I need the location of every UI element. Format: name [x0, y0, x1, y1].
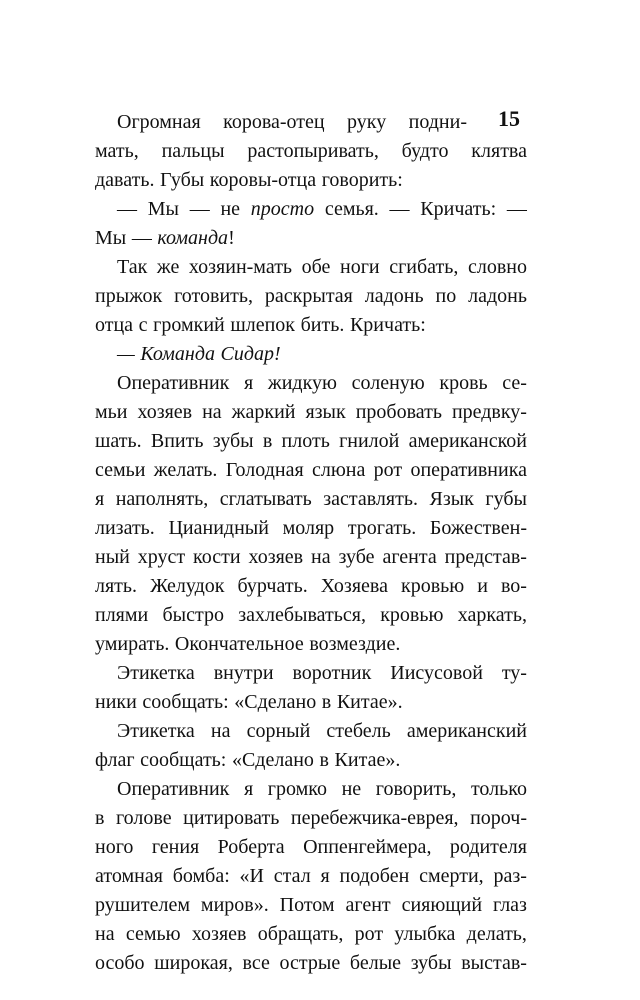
word: на — [202, 401, 222, 423]
text-line — [117, 659, 527, 688]
word: харкать, — [457, 604, 527, 626]
word: коровы-отца — [209, 169, 317, 191]
page-number: 15 — [498, 106, 520, 131]
word: трогать. — [347, 517, 417, 539]
word: словно — [467, 256, 527, 278]
word: гнилой — [339, 430, 400, 452]
word: на — [95, 923, 115, 945]
word: громкий — [153, 314, 225, 336]
word: же — [156, 256, 180, 278]
word: моляр — [282, 517, 335, 539]
word: бурчать. — [237, 575, 308, 597]
word: атомная — [95, 865, 163, 887]
word: жаркий — [231, 401, 296, 423]
text-line — [95, 746, 527, 775]
word: Впить — [150, 430, 204, 452]
word: ники — [95, 691, 137, 713]
word: ладонь — [468, 285, 527, 307]
word: оперативника — [410, 459, 527, 481]
text-line — [95, 514, 527, 543]
word: будто — [401, 140, 449, 162]
body-text — [95, 108, 527, 978]
word: жидкую — [267, 372, 337, 394]
word: Божествен- — [429, 517, 527, 539]
word: флаг — [95, 749, 135, 771]
word: заставлять. — [323, 488, 418, 510]
word: кости — [193, 546, 241, 568]
text-line — [95, 456, 527, 485]
word: пороч- — [470, 807, 527, 829]
word: гения — [151, 836, 200, 858]
word: ноги — [340, 256, 380, 278]
text-line — [117, 108, 467, 137]
word: Желудок — [150, 575, 225, 597]
word: сгибать, — [389, 256, 459, 278]
text-line — [95, 572, 527, 601]
word: ный — [95, 546, 130, 568]
word: Кричать: — [420, 198, 497, 220]
word: семью — [125, 923, 181, 945]
word: Так — [117, 256, 148, 278]
word: в — [95, 807, 105, 829]
word: губы — [485, 488, 527, 510]
word: прыжок — [95, 285, 163, 307]
text-line — [95, 282, 527, 311]
word: семьи — [95, 459, 146, 481]
word: в — [321, 691, 332, 713]
word: обращать, — [257, 923, 344, 945]
word: лять. — [95, 575, 138, 597]
word: глаз — [493, 894, 527, 916]
text-line — [95, 427, 527, 456]
word: с — [138, 314, 148, 336]
word: руку — [347, 111, 387, 133]
word: возмездие. — [309, 633, 401, 655]
word: я — [95, 488, 105, 510]
word: желать. — [153, 459, 218, 481]
word: зубы — [410, 952, 452, 974]
word: бомба: — [172, 865, 230, 887]
word: пальцы — [161, 140, 225, 162]
word: все — [242, 952, 270, 974]
word: мьи — [95, 401, 128, 423]
word: во- — [501, 575, 527, 597]
word: на — [311, 546, 331, 568]
word: рот — [373, 459, 403, 481]
word: готовить, — [174, 285, 254, 307]
word: се- — [502, 372, 527, 394]
word: белые — [349, 952, 402, 974]
word: Голодная — [225, 459, 304, 481]
word: Китае». — [334, 749, 401, 771]
word: миров». — [200, 894, 269, 916]
word: сияющий — [401, 894, 483, 916]
word: просто — [250, 198, 315, 220]
word: рушителем — [95, 894, 190, 916]
text-line — [95, 949, 527, 978]
word: громко — [267, 778, 327, 800]
word: Иисусовой — [390, 662, 483, 684]
word: захлебываться, — [238, 604, 366, 626]
word: американской — [408, 430, 527, 452]
word: хозяин-мать — [188, 256, 293, 278]
word: Оперативник — [117, 372, 230, 394]
text-line — [117, 775, 527, 804]
word: зубе — [338, 546, 375, 568]
word: семья. — [324, 198, 379, 220]
word: пробовать — [355, 401, 442, 423]
word: Команда — [140, 343, 215, 365]
text-line — [95, 166, 527, 195]
text-line — [95, 398, 527, 427]
word: в — [262, 430, 273, 452]
word: язык — [305, 401, 346, 423]
word: представ- — [444, 546, 527, 568]
text-line — [95, 862, 527, 891]
word: предвку- — [451, 401, 527, 423]
word: на — [210, 720, 231, 742]
text-line — [95, 920, 527, 949]
word: Потом — [279, 894, 335, 916]
text-line — [117, 340, 527, 369]
word: сглатывать — [219, 488, 312, 510]
word: слюна — [311, 459, 366, 481]
word: улыбка — [394, 923, 456, 945]
word: в — [319, 749, 329, 771]
word: выстав- — [461, 952, 527, 974]
word: наполнять, — [115, 488, 209, 510]
word: растопыривать, — [247, 140, 379, 162]
word: мать, — [95, 140, 139, 162]
word: плоть — [281, 430, 330, 452]
word: Роберта — [217, 836, 285, 858]
text-line — [95, 543, 527, 572]
word: ту- — [501, 662, 527, 684]
word: — — [389, 198, 410, 220]
text-line — [117, 253, 527, 282]
word: только — [470, 778, 527, 800]
word: «Сделано — [234, 691, 317, 713]
word: отца — [95, 314, 134, 336]
text-line — [95, 137, 527, 166]
word: Кричать: — [349, 314, 426, 336]
text-line — [95, 224, 527, 253]
text-line — [95, 311, 527, 340]
word: я — [244, 778, 254, 800]
word: широкая, — [154, 952, 233, 974]
word: давать. — [95, 169, 155, 191]
word: особо — [95, 952, 145, 974]
word: корова-отец — [223, 111, 325, 133]
word: не — [220, 198, 241, 220]
word: зубы — [212, 430, 254, 452]
text-line — [117, 717, 527, 746]
word: стебель — [326, 720, 391, 742]
word: Этикетка — [117, 662, 195, 684]
word: соленую — [351, 372, 425, 394]
text-line — [95, 891, 527, 920]
word: клятва — [471, 140, 527, 162]
text-line — [95, 804, 527, 833]
word: Огромная — [117, 111, 201, 133]
word: раскрытая — [264, 285, 353, 307]
text-line — [95, 630, 527, 659]
word: воротник — [292, 662, 372, 684]
word: ного — [95, 836, 134, 858]
word: — — [117, 343, 135, 365]
word: быстро — [162, 604, 224, 626]
word: — — [131, 227, 152, 249]
word: перебежчика-еврея, — [290, 807, 459, 829]
word: шать. — [95, 430, 142, 452]
word: раз- — [493, 865, 527, 887]
text-line — [95, 601, 527, 630]
word: лизать. — [95, 517, 155, 539]
word: Хозяева — [320, 575, 388, 597]
word: голове — [115, 807, 172, 829]
word: сорный — [246, 720, 311, 742]
word: агент — [345, 894, 391, 916]
word: стал — [273, 865, 311, 887]
word: хруст — [137, 546, 186, 568]
word: говорить, — [375, 778, 457, 800]
word: и — [477, 575, 488, 597]
word: Сидар! — [220, 343, 281, 365]
word: Мы — [95, 227, 127, 249]
word: по — [435, 285, 457, 307]
text-line — [117, 369, 527, 398]
word: подни- — [408, 111, 467, 133]
word: команда! — [157, 227, 235, 249]
word: хозяев — [191, 923, 247, 945]
word: внутри — [213, 662, 274, 684]
word: — — [189, 198, 210, 220]
word: ладонь — [364, 285, 424, 307]
word: подобен — [339, 865, 410, 887]
text-line — [95, 833, 527, 862]
word: делать, — [466, 923, 527, 945]
word: «И — [239, 865, 264, 887]
word: хозяев — [248, 546, 304, 568]
word: родителя — [449, 836, 527, 858]
word: Язык — [429, 488, 474, 510]
word: Мы — [147, 198, 179, 220]
word: сообщать: — [140, 749, 227, 771]
word: Цианидный — [168, 517, 269, 539]
word: бить. — [300, 314, 345, 336]
word: цитировать — [183, 807, 280, 829]
word: смерти, — [419, 865, 484, 887]
word: — — [506, 198, 527, 220]
word: хозяев — [137, 401, 193, 423]
word: Окончательное — [174, 633, 304, 655]
word: американский — [406, 720, 527, 742]
word: — — [117, 198, 137, 220]
word: кровью — [380, 604, 444, 626]
word: острые — [279, 952, 341, 974]
word: сообщать: — [142, 691, 229, 713]
word: кровь — [439, 372, 488, 394]
word: шлепок — [230, 314, 296, 336]
word: рот — [354, 923, 384, 945]
word: Китае». — [336, 691, 403, 713]
word: Оперативник — [117, 778, 230, 800]
text-line — [95, 485, 527, 514]
word: плями — [95, 604, 149, 626]
word: я — [244, 372, 254, 394]
word: не — [341, 778, 362, 800]
word: я — [320, 865, 330, 887]
word: говорить: — [321, 169, 403, 191]
word: кровью — [401, 575, 465, 597]
word: умирать. — [95, 633, 170, 655]
word: Губы — [160, 169, 205, 191]
text-line — [117, 195, 527, 224]
word: агента — [382, 546, 437, 568]
word: обе — [301, 256, 331, 278]
text-line — [95, 688, 527, 717]
word: «Сделано — [231, 749, 314, 771]
word: Оппенгеймера, — [303, 836, 432, 858]
word: Этикетка — [117, 720, 195, 742]
